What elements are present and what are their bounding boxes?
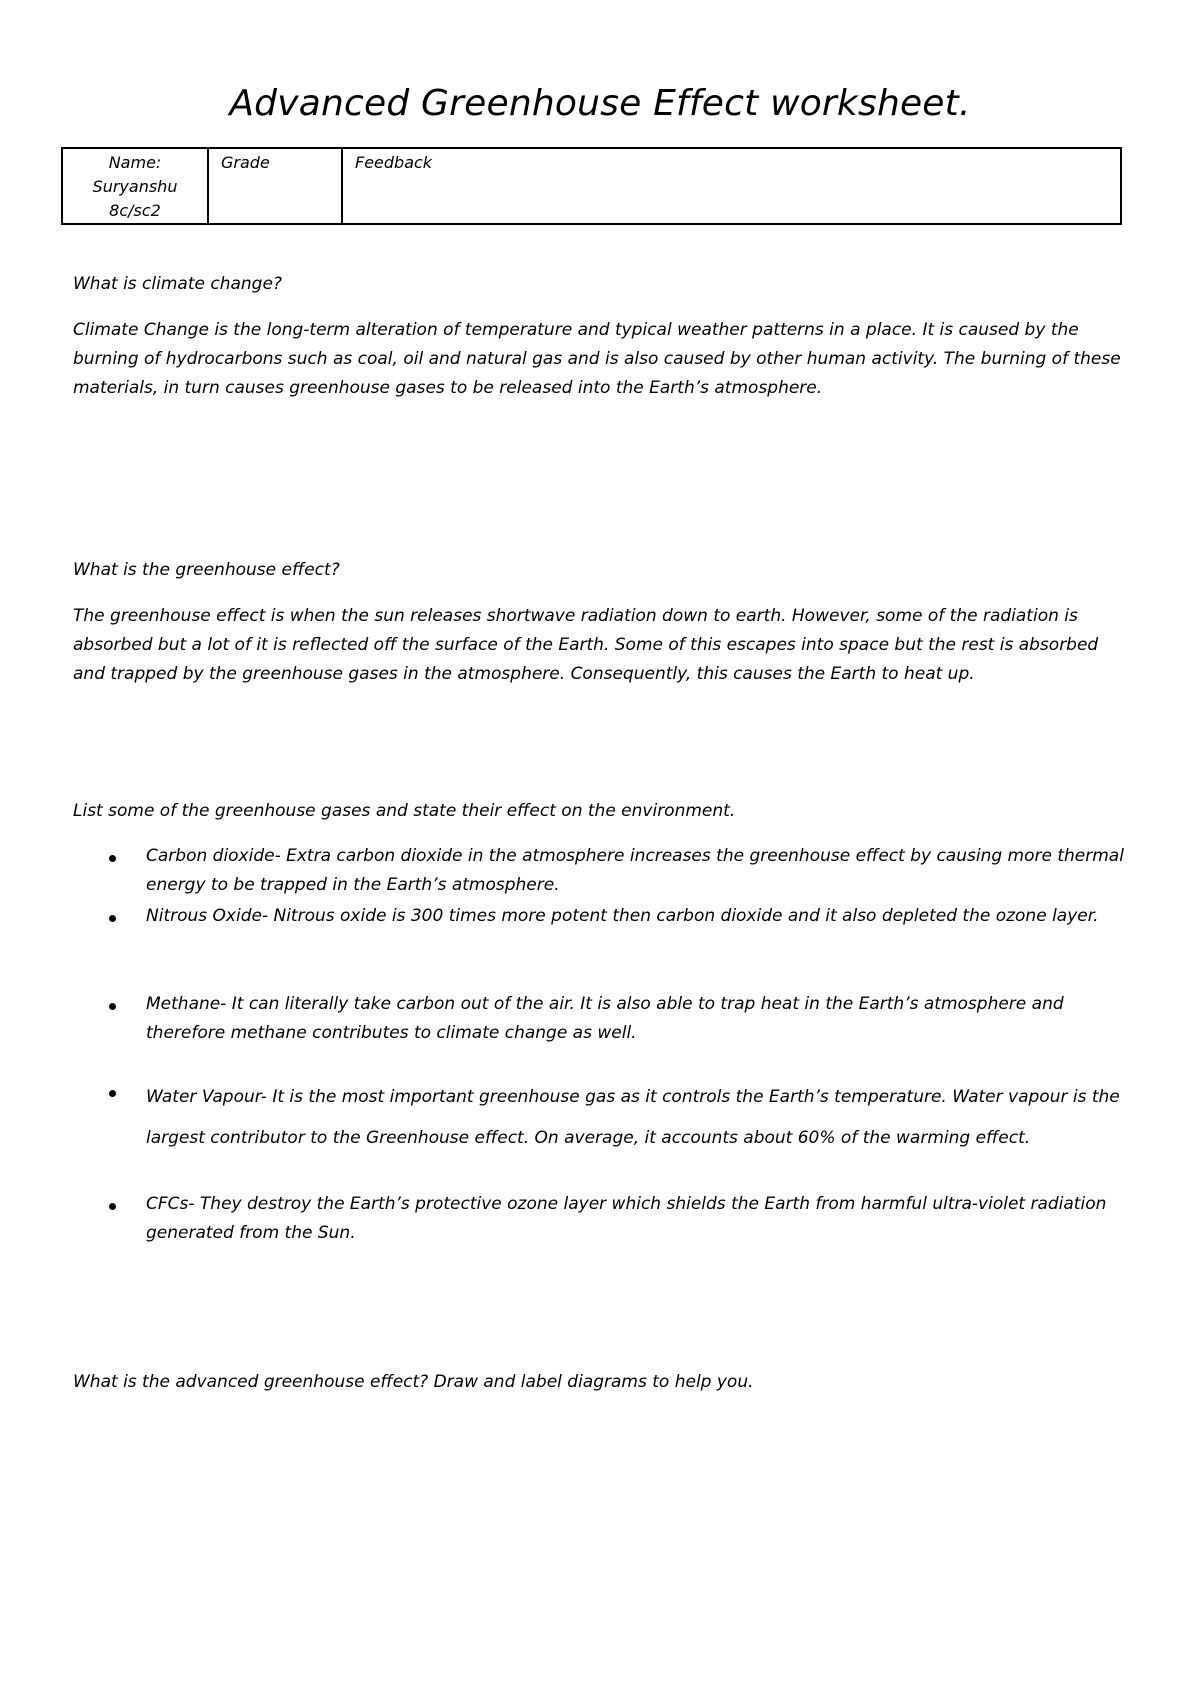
bullet-icon: [108, 915, 118, 925]
name-value: Suryanshu: [92, 177, 178, 196]
list-item-nitrous-oxide: Nitrous Oxide- Nitrous oxide is 300 times more potent then carbon dioxide and it also depleted the ozone layer.: [146, 906, 1099, 926]
answer-greenhouse-effect: The greenhouse effect is when the sun releases shortwave radiation down to earth. However, some of the radiation is absorbed but a lot of it is reflected off the surface of the Earth. Some of this escapes into space but the rest is absorbed and trapped by the greenhouse gases in the atmosphere. Consequently, this causes the Earth to heat up.: [73, 606, 1099, 684]
grade-label: Grade: [221, 153, 270, 172]
question-greenhouse-effect: What is the greenhouse effect?: [73, 560, 340, 580]
bullet-icon: [108, 1203, 118, 1213]
feedback-cell: [342, 148, 1121, 224]
question-advanced-greenhouse-effect: What is the advanced greenhouse effect? Draw and label diagrams to help you.: [73, 1372, 754, 1392]
question-climate-change: What is climate change?: [73, 274, 282, 294]
name-label: Name:: [108, 153, 162, 172]
bullet-icon: [108, 1003, 118, 1013]
page-title: Advanced Greenhouse Effect worksheet.: [229, 83, 971, 124]
list-item-cfcs: CFCs- They destroy the Earth’s protective ozone layer which shields the Earth from harmful ultra-violet radiation generated from the Sun.: [146, 1194, 1107, 1243]
list-item-methane: Methane- It can literally take carbon out of the air. It is also able to trap heat in the Earth’s atmosphere and therefore methane contributes to climate change as well.: [146, 994, 1064, 1043]
name-cell: [62, 148, 208, 224]
feedback-label: Feedback: [355, 153, 433, 172]
answer-climate-change: Climate Change is the long-term alteration of temperature and typical weather patterns in a place. It is caused by the burning of hydrocarbons such as coal, oil and natural gas and is also caused by other human activity. The burning of these materials, in turn causes greenhouse gases to be released into the Earth’s atmosphere.: [73, 320, 1121, 398]
class-value: 8c/sc2: [109, 201, 161, 220]
bullet-icon: [108, 855, 118, 865]
student-info-table: [61, 147, 1122, 225]
list-item-water-vapour: Water Vapour- It is the most important greenhouse gas as it controls the Earth’s temperature. Water vapour is the largest contributor to the Greenhouse effect. On average, it accounts about 60% of the warming effect.: [146, 1087, 1120, 1148]
grade-cell: [208, 148, 342, 224]
list-item-carbon-dioxide: Carbon dioxide- Extra carbon dioxide in the atmosphere increases the greenhouse effect by causing more thermal energy to be trapped in the Earth’s atmosphere.: [146, 846, 1124, 895]
bullet-icon: [108, 1090, 118, 1100]
question-greenhouse-gases: List some of the greenhouse gases and state their effect on the environment.: [73, 801, 736, 821]
